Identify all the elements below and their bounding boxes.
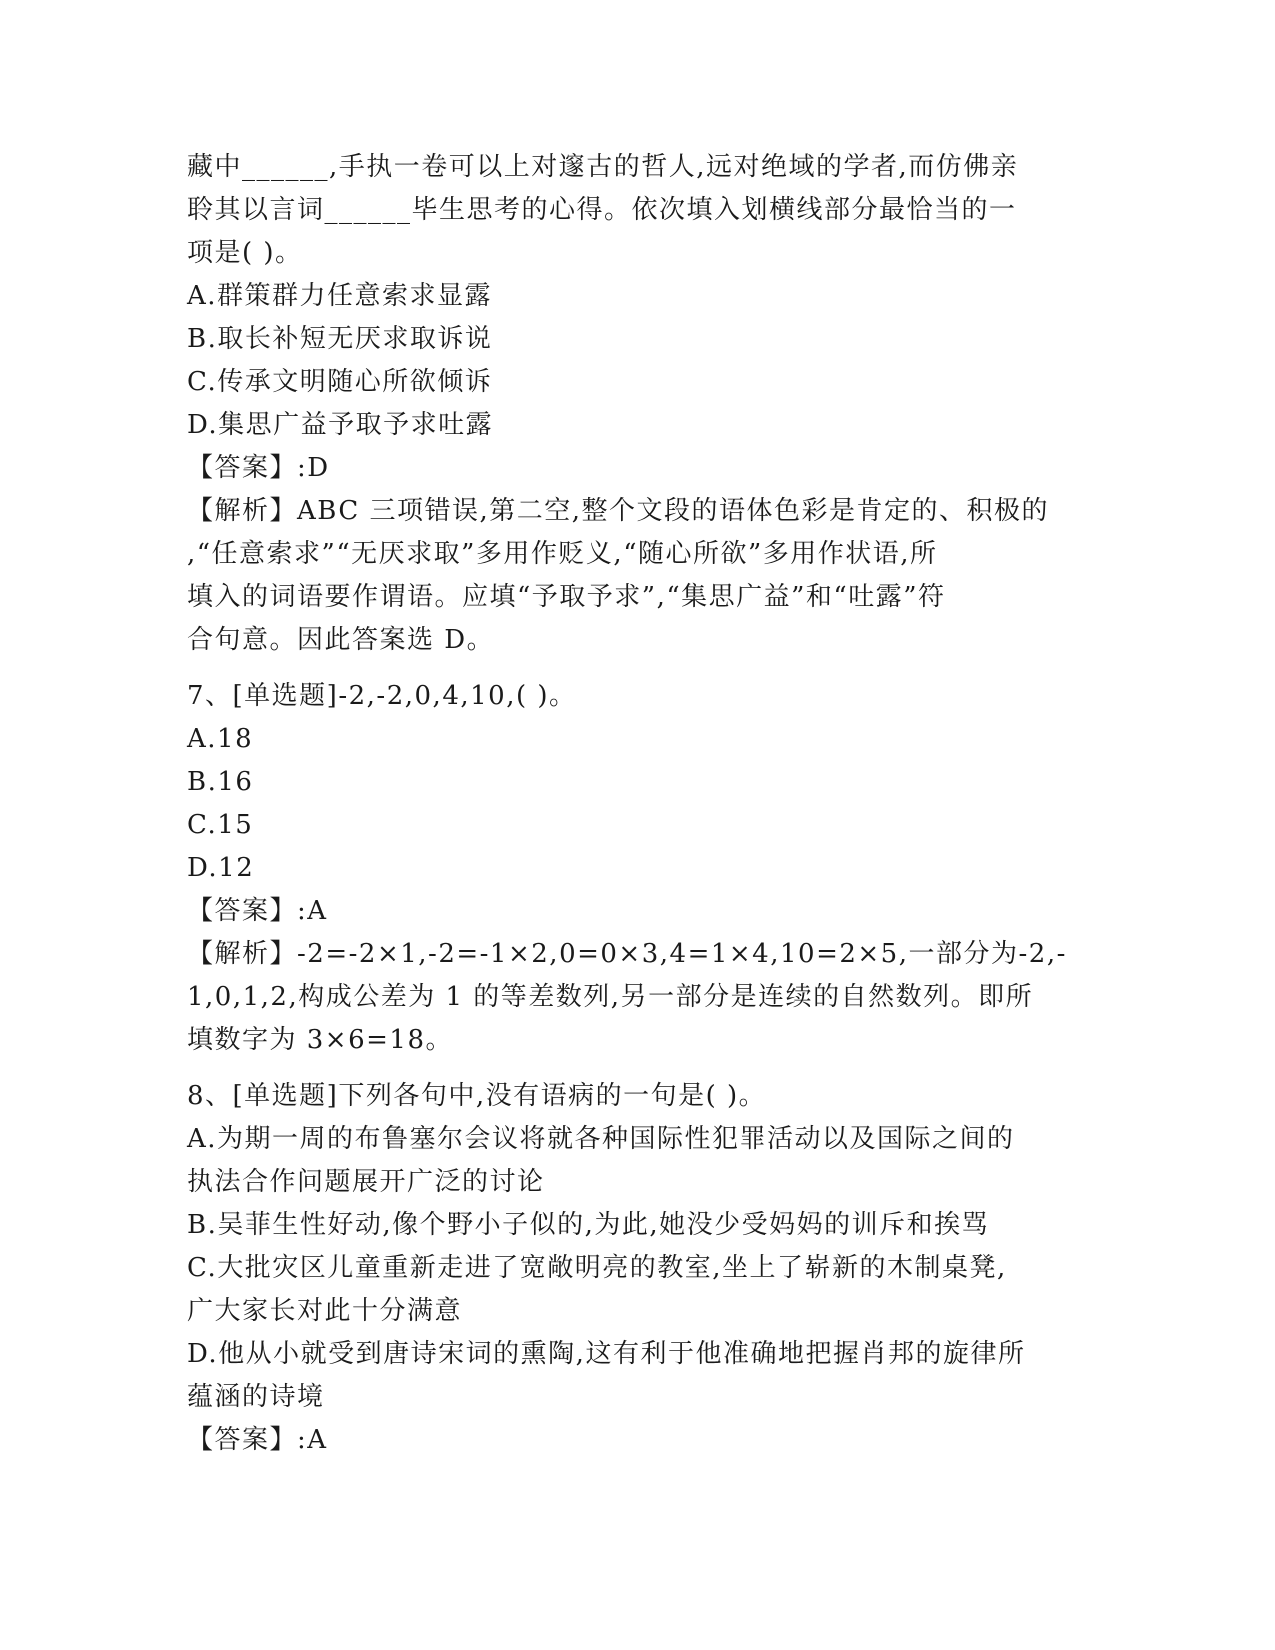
spacer	[187, 1062, 1087, 1075]
analysis-line: 填入的词语要作谓语。应填“予取予求”,“集思广益”和“吐露”符	[187, 582, 946, 612]
answer-line: 【答案】:A	[187, 896, 328, 926]
option-c-line: 广大家长对此十分满意	[187, 1296, 463, 1326]
question-stem: 7、[单选题]-2,-2,0,4,10,( )。	[187, 681, 577, 711]
option-d: D.集思广益予取予求吐露	[187, 410, 494, 440]
question-7	[187, 675, 1087, 1062]
option-b: B.16	[187, 767, 254, 797]
option-b-line: B.吴菲生性好动,像个野小子似的,为此,她没少受妈妈的训斥和挨骂	[187, 1210, 990, 1240]
option-a-line: 执法合作问题展开广泛的讨论	[187, 1167, 545, 1197]
analysis-line: 1,0,1,2,构成公差为 1 的等差数列,另一部分是连续的自然数列。即所	[187, 982, 1034, 1012]
option-c: C.传承文明随心所欲倾诉	[187, 367, 493, 397]
option-a: A.18	[187, 724, 254, 754]
analysis-line: ,“任意索求”“无厌求取”多用作贬义,“随心所欲”多用作状语,所	[187, 539, 938, 569]
option-a: A.群策群力任意索求显露	[187, 281, 493, 311]
question-stem-line: 藏中______,手执一卷可以上对邃古的哲人,远对绝域的学者,而仿佛亲	[187, 152, 1019, 182]
page-content	[187, 146, 1087, 1462]
analysis-line: 【解析】ABC 三项错误,第二空,整个文段的语体色彩是肯定的、积极的	[187, 496, 1050, 526]
option-d-line: 蕴涵的诗境	[187, 1382, 325, 1412]
option-d-line: D.他从小就受到唐诗宋词的熏陶,这有利于他准确地把握肖邦的旋律所	[187, 1339, 1026, 1369]
option-b: B.取长补短无厌求取诉说	[187, 324, 493, 354]
question-stem-line: 项是( )。	[187, 238, 303, 268]
question-8	[187, 1075, 1087, 1462]
spacer	[187, 662, 1087, 675]
option-c: C.15	[187, 810, 254, 840]
answer-line: 【答案】:A	[187, 1425, 328, 1455]
question-6-continuation	[187, 146, 1087, 662]
option-d: D.12	[187, 853, 255, 883]
analysis-line: 【解析】-2=-2×1,-2=-1×2,0=0×3,4=1×4,10=2×5,一部分为-2,-	[187, 939, 1067, 969]
option-c-line: C.大批灾区儿童重新走进了宽敞明亮的教室,坐上了崭新的木制桌凳,	[187, 1253, 1007, 1283]
answer-line: 【答案】:D	[187, 453, 330, 483]
question-stem-line: 聆其以言词______毕生思考的心得。依次填入划横线部分最恰当的一	[187, 195, 1017, 225]
option-a-line: A.为期一周的布鲁塞尔会议将就各种国际性犯罪活动以及国际之间的	[187, 1124, 1015, 1154]
question-stem: 8、[单选题]下列各句中,没有语病的一句是( )。	[187, 1081, 767, 1111]
analysis-line: 填数字为 3×6=18。	[187, 1025, 454, 1055]
analysis-line: 合句意。因此答案选 D。	[187, 625, 495, 655]
